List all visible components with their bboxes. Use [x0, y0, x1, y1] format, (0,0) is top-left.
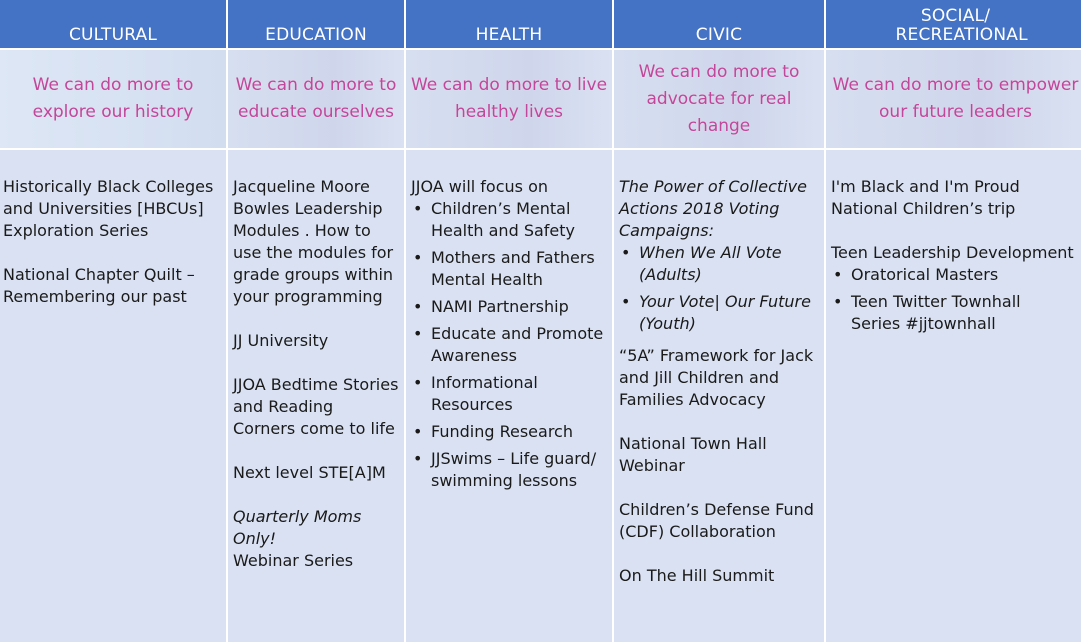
- body-education: [228, 150, 404, 642]
- list-item: • When We All Vote (Adults): [639, 242, 820, 286]
- list-item: • Oratorical Masters: [851, 264, 1081, 286]
- civic-item-framework: “5A” Framework for Jack and Jill Children and Families Advocacy: [619, 346, 814, 409]
- tagline-education-text: We can do more to educate ourselves: [235, 75, 397, 122]
- civic-item-townhall: National Town Hall Webinar: [619, 434, 767, 475]
- education-item-steam: Next level STE[A]M: [233, 463, 386, 482]
- list-item: • Children’s Mental Health and Safety: [431, 198, 608, 242]
- tagline-health: [406, 50, 612, 150]
- civic-intro: The Power of Collective Actions 2018 Voting Campaigns:: [619, 177, 807, 240]
- social-subhead: Teen Leadership Development: [831, 243, 1074, 262]
- education-item-modules: Jacqueline Moore Bowles Leadership Modules . How to use the modules for grade groups within your programming: [233, 177, 394, 306]
- header-health-label: HEALTH: [475, 25, 543, 45]
- civic-list: [619, 242, 820, 335]
- list-item: • NAMI Partnership: [431, 296, 608, 318]
- education-item-university: JJ University: [233, 331, 329, 350]
- tagline-cultural: [0, 50, 226, 150]
- body-civic: [614, 150, 824, 642]
- header-social: [826, 0, 1081, 50]
- tagline-health-text: We can do more to live healthy lives: [410, 75, 608, 122]
- tagline-cultural-text: We can do more to explore our history: [32, 75, 194, 122]
- cultural-item-quilt: National Chapter Quilt – Remembering our past: [3, 265, 195, 306]
- tagline-education: [228, 50, 404, 150]
- civic-item-summit: On The Hill Summit: [619, 566, 775, 585]
- body-cultural: [0, 150, 226, 642]
- tagline-civic-text: We can do more to advocate for real change: [638, 61, 800, 136]
- header-social-label: SOCIAL/ RECREATIONAL: [895, 6, 1028, 45]
- civic-item-cdf: Children’s Defense Fund (CDF) Collaboration: [619, 500, 814, 541]
- header-cultural: [0, 0, 226, 50]
- header-civic-label: CIVIC: [695, 25, 743, 45]
- list-item: • Funding Research: [431, 421, 608, 443]
- social-list: [831, 264, 1081, 335]
- header-civic: [614, 0, 824, 50]
- tagline-social: [826, 50, 1081, 150]
- header-cultural-label: CULTURAL: [68, 25, 158, 45]
- education-item-moms-series: Webinar Series: [233, 551, 354, 570]
- list-item: • Your Vote| Our Future (Youth): [639, 291, 820, 335]
- list-item: • Informational Resources: [431, 372, 608, 416]
- education-item-moms-title: Quarterly Moms Only!: [233, 507, 362, 548]
- cultural-item-hbcu: Historically Black Colleges and Universities [HBCUs] Exploration Series: [3, 177, 214, 240]
- header-education-label: EDUCATION: [265, 25, 367, 45]
- list-item: • Educate and Promote Awareness: [431, 323, 608, 367]
- tagline-civic: [614, 50, 824, 150]
- list-item: • Teen Twitter Townhall Series #jjtownhall: [851, 291, 1066, 335]
- header-health: [406, 0, 612, 50]
- health-intro: JJOA will focus on: [411, 177, 548, 196]
- list-item: • Mothers and Fathers Mental Health: [431, 247, 608, 291]
- health-list: [411, 198, 608, 492]
- tagline-social-text: We can do more to empower our future leaders: [832, 75, 1079, 122]
- list-item: • JJSwims – Life guard/ swimming lessons: [431, 448, 608, 492]
- social-intro: I'm Black and I'm Proud National Children’s trip: [831, 177, 1020, 218]
- body-health: [406, 150, 612, 642]
- header-education: [228, 0, 404, 50]
- body-social: [826, 150, 1081, 642]
- education-item-bedtime: JJOA Bedtime Stories and Reading Corners come to life: [233, 375, 399, 438]
